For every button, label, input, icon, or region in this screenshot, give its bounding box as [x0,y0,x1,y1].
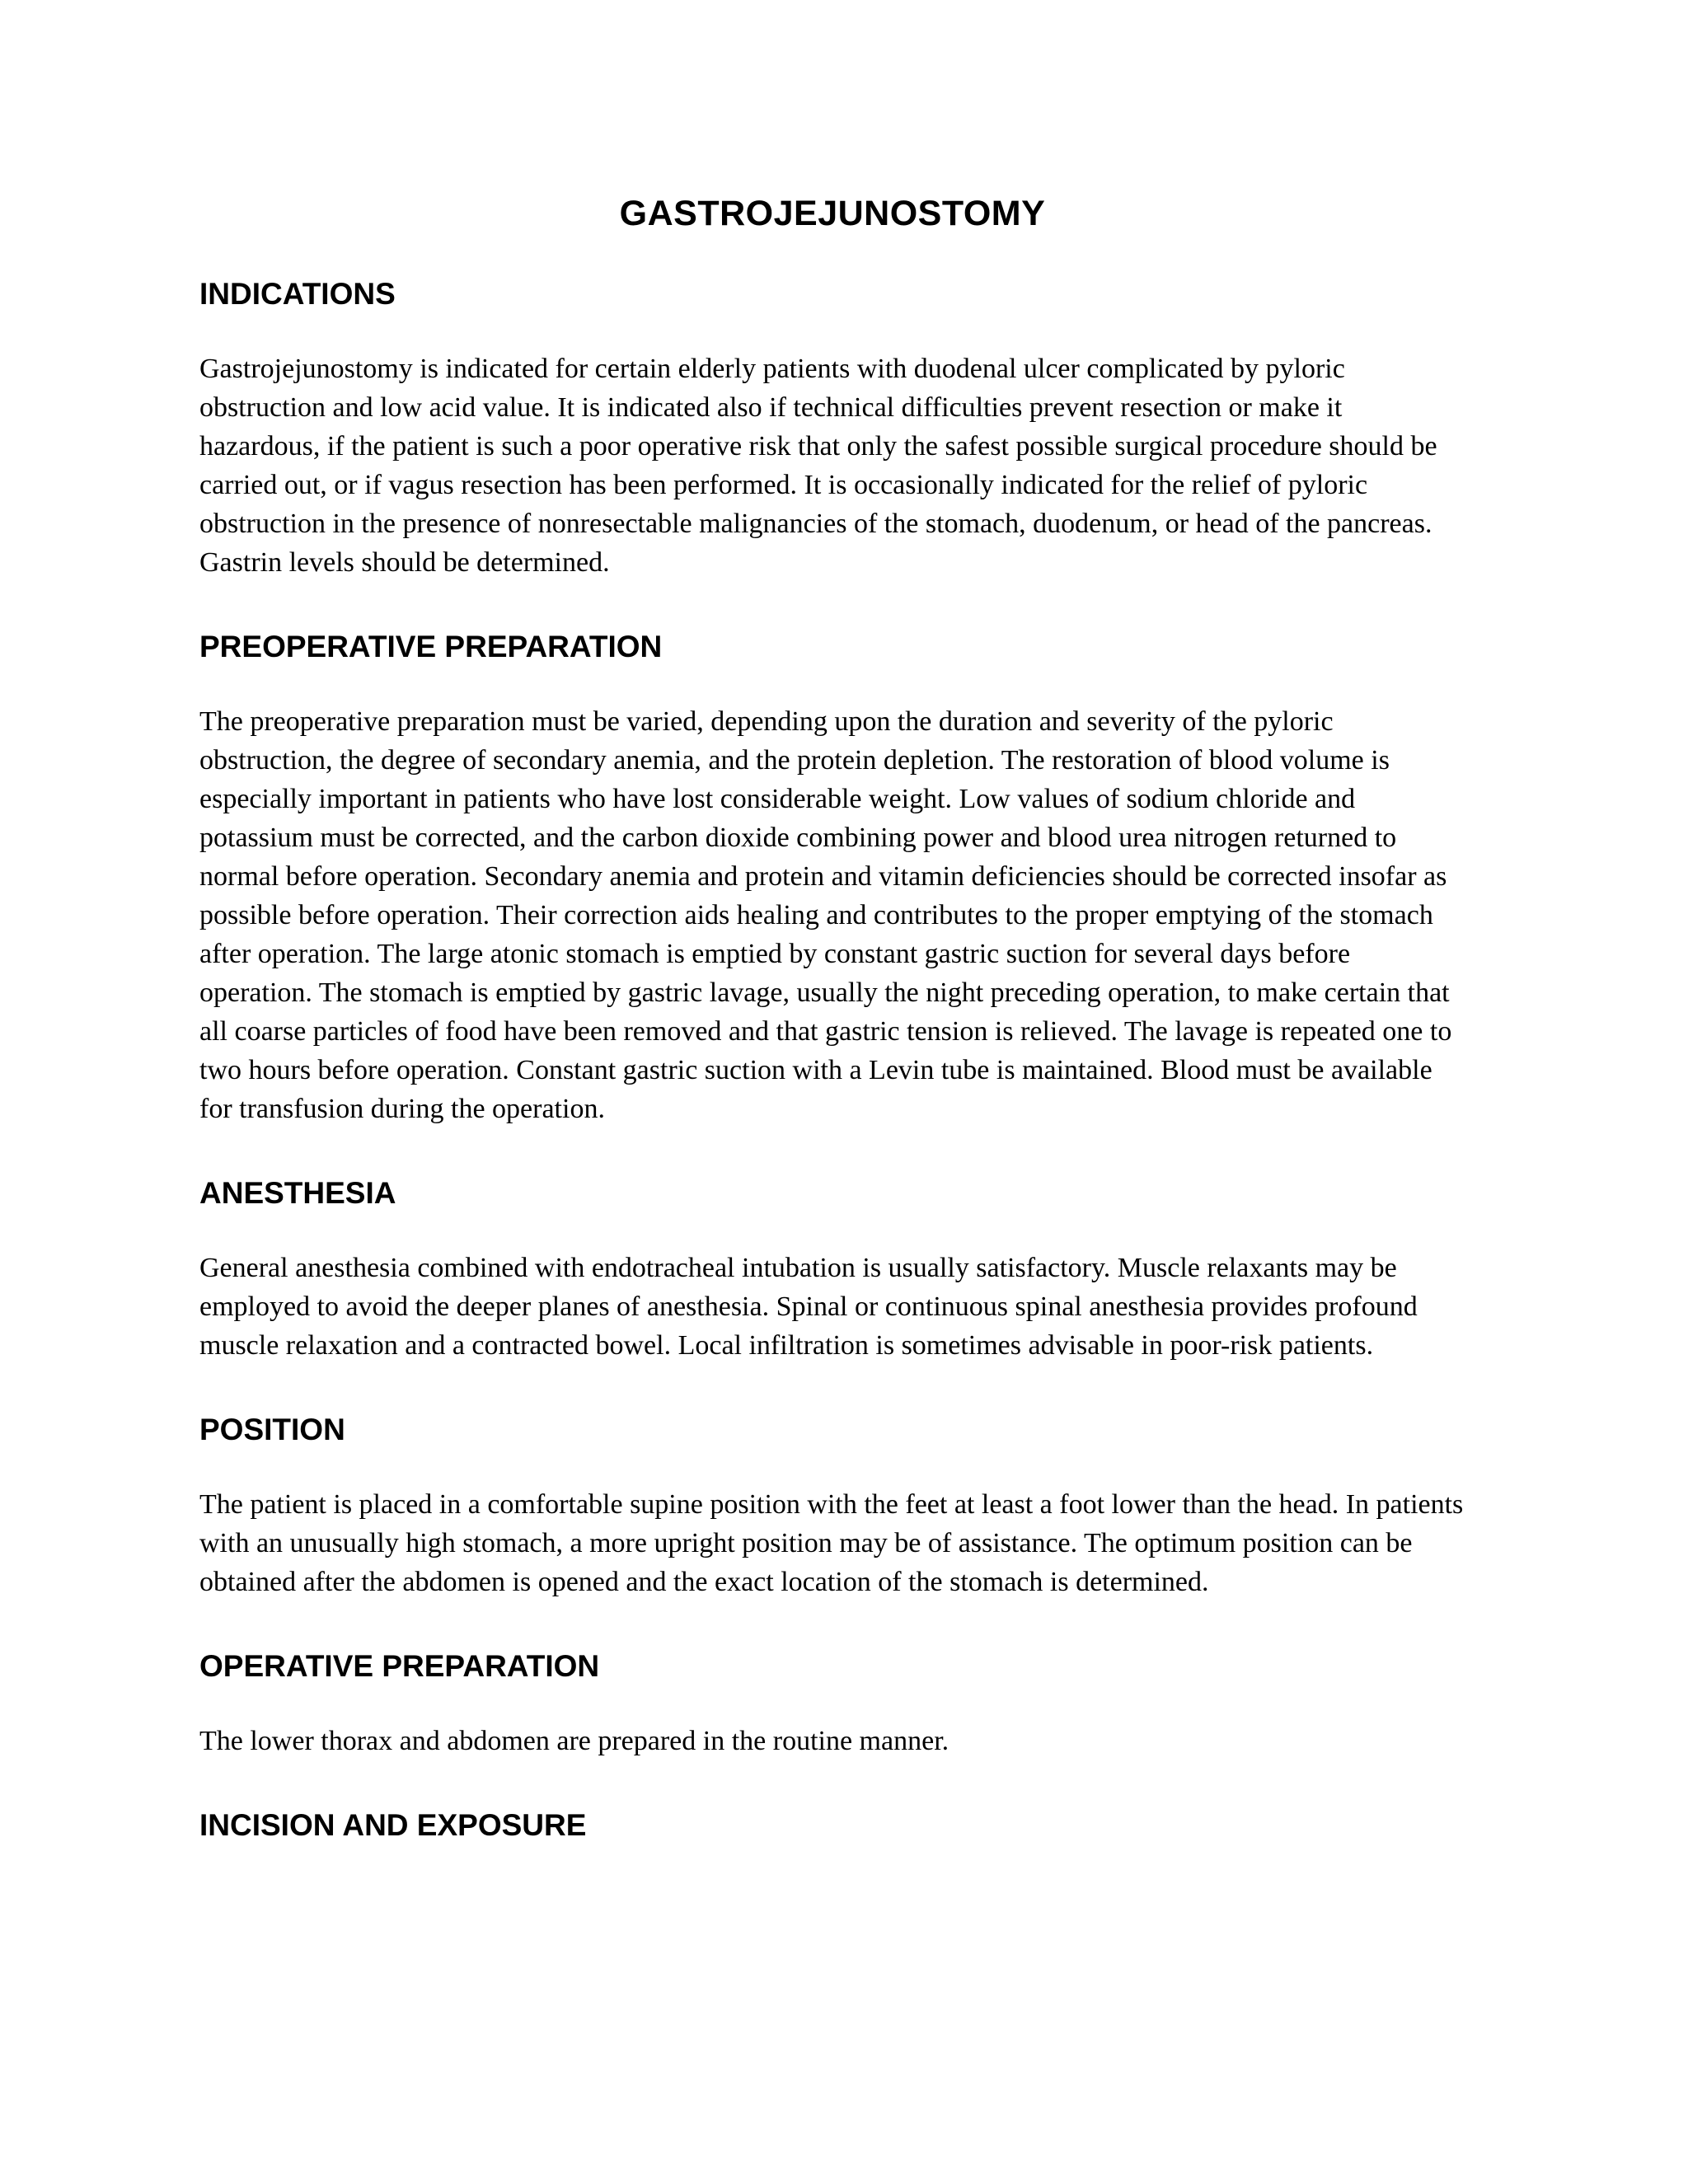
document-title: GASTROJEJUNOSTOMY [619,194,1046,233]
section-heading-operative-preparation: OPERATIVE PREPARATION [199,1649,600,1683]
section-body-indications: Gastrojejunostomy is indicated for certain elderly patients with duodenal ulcer complicated by pyloric obstruction and low acid value. It is indicated also if technical difficulties prevent resection or make it hazardous, if the patient is such a poor operative risk that only the safest possible surgical procedure should be carried out, or if vagus resection has been performed. It is occasionally indicated for the relief of pyloric obstruction in the presence of nonresectable malignancies of the stomach, duodenum, or head of the pancreas. Gastrin levels should be determined. [199,354,1437,578]
section-position [199,1413,1465,1601]
section-anesthesia [199,1176,1465,1365]
section-heading-indications: INDICATIONS [199,277,396,311]
section-heading-anesthesia: ANESTHESIA [199,1176,396,1210]
section-body-anesthesia: General anesthesia combined with endotracheal intubation is usually satisfactory. Muscle relaxants may be employed to avoid the deeper planes of anesthesia. Spinal or continuous spinal anesthesia provides profound muscle relaxation and a contracted bowel. Local infiltration is sometimes advisable in poor-risk patients. [199,1253,1418,1361]
section-body-preoperative-preparation: The preoperative preparation must be varied, depending upon the duration and severity of the pyloric obstruction, the degree of secondary anemia, and the protein depletion. The restoration of blood volume is especially important in patients who have lost considerable weight. Low values of sodium chloride and potassium must be corrected, and the carbon dioxide combining power and blood urea nitrogen returned to normal before operation. Secondary anemia and protein and vitamin deficiencies should be corrected insofar as possible before operation. Their correction aids healing and contributes to the proper emptying of the stomach after operation. The large atonic stomach is emptied by constant gastric suction for several days before operation. The stomach is emptied by gastric lavage, usually the night preceding operation, to make certain that all coarse particles of food have been removed and that gastric tension is relieved. The lavage is repeated one to two hours before operation. Constant gastric suction with a Levin tube is maintained. Blood must be available for transfusion during the operation. [199,706,1452,1124]
section-heading-preoperative-preparation: PREOPERATIVE PREPARATION [199,630,663,663]
section-body-operative-preparation: The lower thorax and abdomen are prepared in the routine manner. [199,1726,950,1756]
section-operative-preparation [199,1649,1465,1760]
section-heading-incision-and-exposure: INCISION AND EXPOSURE [199,1808,587,1842]
section-incision-and-exposure [199,1808,1465,1843]
section-body-position: The patient is placed in a comfortable supine position with the feet at least a foot lower than the head. In patients with an unusually high stomach, a more upright position may be of assistance. The optimum position can be obtained after the abdomen is opened and the exact location of the stomach is determined. [199,1489,1464,1597]
section-preoperative-preparation [199,630,1465,1128]
section-heading-position: POSITION [199,1413,345,1446]
section-indications [199,277,1465,582]
